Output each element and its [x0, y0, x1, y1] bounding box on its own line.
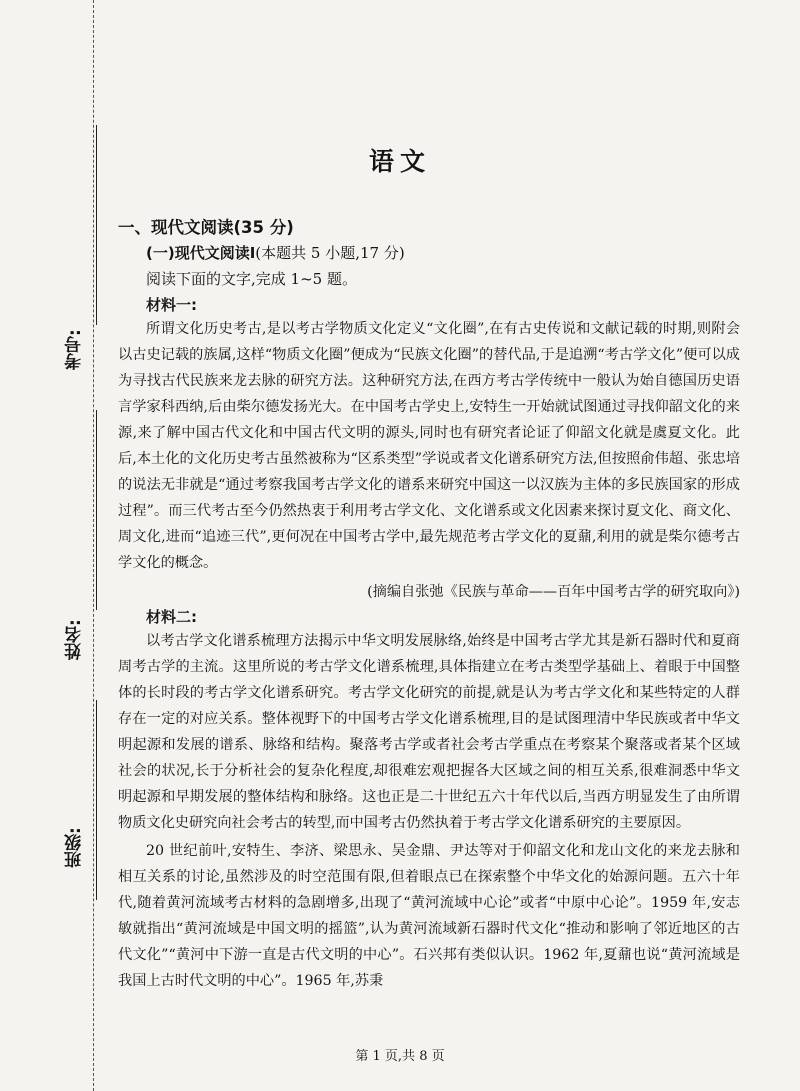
- subsection-label: (一)现代文阅读Ⅰ: [146, 244, 256, 262]
- material-one-source: (摘编自张弛《民族与革命——百年中国考古学的研究取向》): [367, 584, 740, 600]
- page-footer: 第 1 页,共 8 页: [355, 1049, 445, 1064]
- material-one-paragraph: 所谓文化历史考古,是以考古学物质文化定义“文化圈”,在有古史传说和文献记载的时期,则附会以古史记载的族属,这样“物质文化圈”便成为“民族文化圈”的替代品,于是追溯“考古学文化”便可以成为寻找古代民族来龙去脉的研究方法。这种研究方法,在西方考古学传统中一般认为始自德国历史语言学家科西纳,后由柴尔德发扬光大。在中国考古学史上,安特生一开始就试图通过寻找仰韶文化的来源,来了解中国古代文化和中国古代文明的源头,同时也有研究者论证了仰韶文化就是虞夏文化。此后,本土化的文化历史考古虽然被称为“区系类型”学说或者文化谱系研究方法,但按照俞伟超、张忠培的说法无非就是“通过考察我国考古学文化的谱系来研究中国这一以汉族为主体的多民族国家的形成过程”。而三代考古至今仍然热衷于利用考古学文化、文化谱系或文化因素来探讨夏文化、商文化、周文化,进而“追迹三代”,更何况在中国考古学中,最先规范考古学文化的夏鼐,利用的就是柴尔德考古学文化的概念。: [118, 321, 740, 571]
- material-two-label: 材料二:: [146, 608, 197, 626]
- name-label: 姓名:: [65, 619, 85, 661]
- class-field[interactable]: [30, 700, 85, 890]
- subsection-heading: [146, 242, 405, 263]
- material-two-paragraph-2: 20 世纪前叶,安特生、李济、梁思永、吴金鼎、尹达等对于仰韶文化和龙山文化的来龙去脉和相互关系的讨论,虽然涉及的时空范围有限,但着眼点已在探索整个中华文化的始源问题。五六十年代,随着黄河流域考古材料的急剧增多,出现了“黄河流域中心论”或者“中原中心论”。1959 年,安志敏就指出“黄河流域是中国文明的摇篮”,认为黄河流域新石器时代文化“推动和影响了邻近地区的古代文化”“黄河中下游一直是古代文明的中心”。石兴邦有类似认识。1962 年,夏鼐也说“黄河流域是我国上古时代文明的中心”。1965 年,苏秉: [118, 843, 740, 989]
- class-label: 班级:: [65, 827, 85, 869]
- section-heading: 一、现代文阅读(35 分): [118, 218, 294, 237]
- name-blank-line: [96, 410, 97, 610]
- material-two-paragraph-1: 以考古学文化谱系梳理方法揭示中华文明发展脉络,始终是中国考古学尤其是新石器时代和夏商周考古学的主流。这里所说的考古学文化谱系梳理,具体指建立在考古类型学基础上、着眼于中国整体的长时段的考古学文化谱系研究。考古学文化研究的前提,就是认为考古学文化和某些特定的人群存在一定的对应关系。整体视野下的中国考古学文化谱系梳理,目的是试图理清中华民族或者中华文明起源和发展的谱系、脉络和结构。聚落考古学或者社会考古学重点在考察某个聚落或者某个区域社会的状况,长于分析社会的复杂化程度,却很难宏观把握各大区域之间的相互关系,很难洞悉中华文明起源和早期发展的整体结构和脉络。这也正是二十世纪五六十年代以后,当西方明显发生了由所谓物质文化史研究向社会考古的转型,而中国考古仍然执着于考古学文化谱系研究的主要原因。: [118, 633, 740, 831]
- material-one-label: 材料一:: [146, 296, 197, 314]
- instruction-text: 阅读下面的文字,完成 1~5 题。: [146, 270, 357, 288]
- page-title: 语文: [368, 147, 431, 176]
- name-field[interactable]: [30, 405, 85, 675]
- exam-number-label: 考号:: [65, 329, 85, 371]
- subsection-note: (本题共 5 小题,17 分): [255, 244, 405, 262]
